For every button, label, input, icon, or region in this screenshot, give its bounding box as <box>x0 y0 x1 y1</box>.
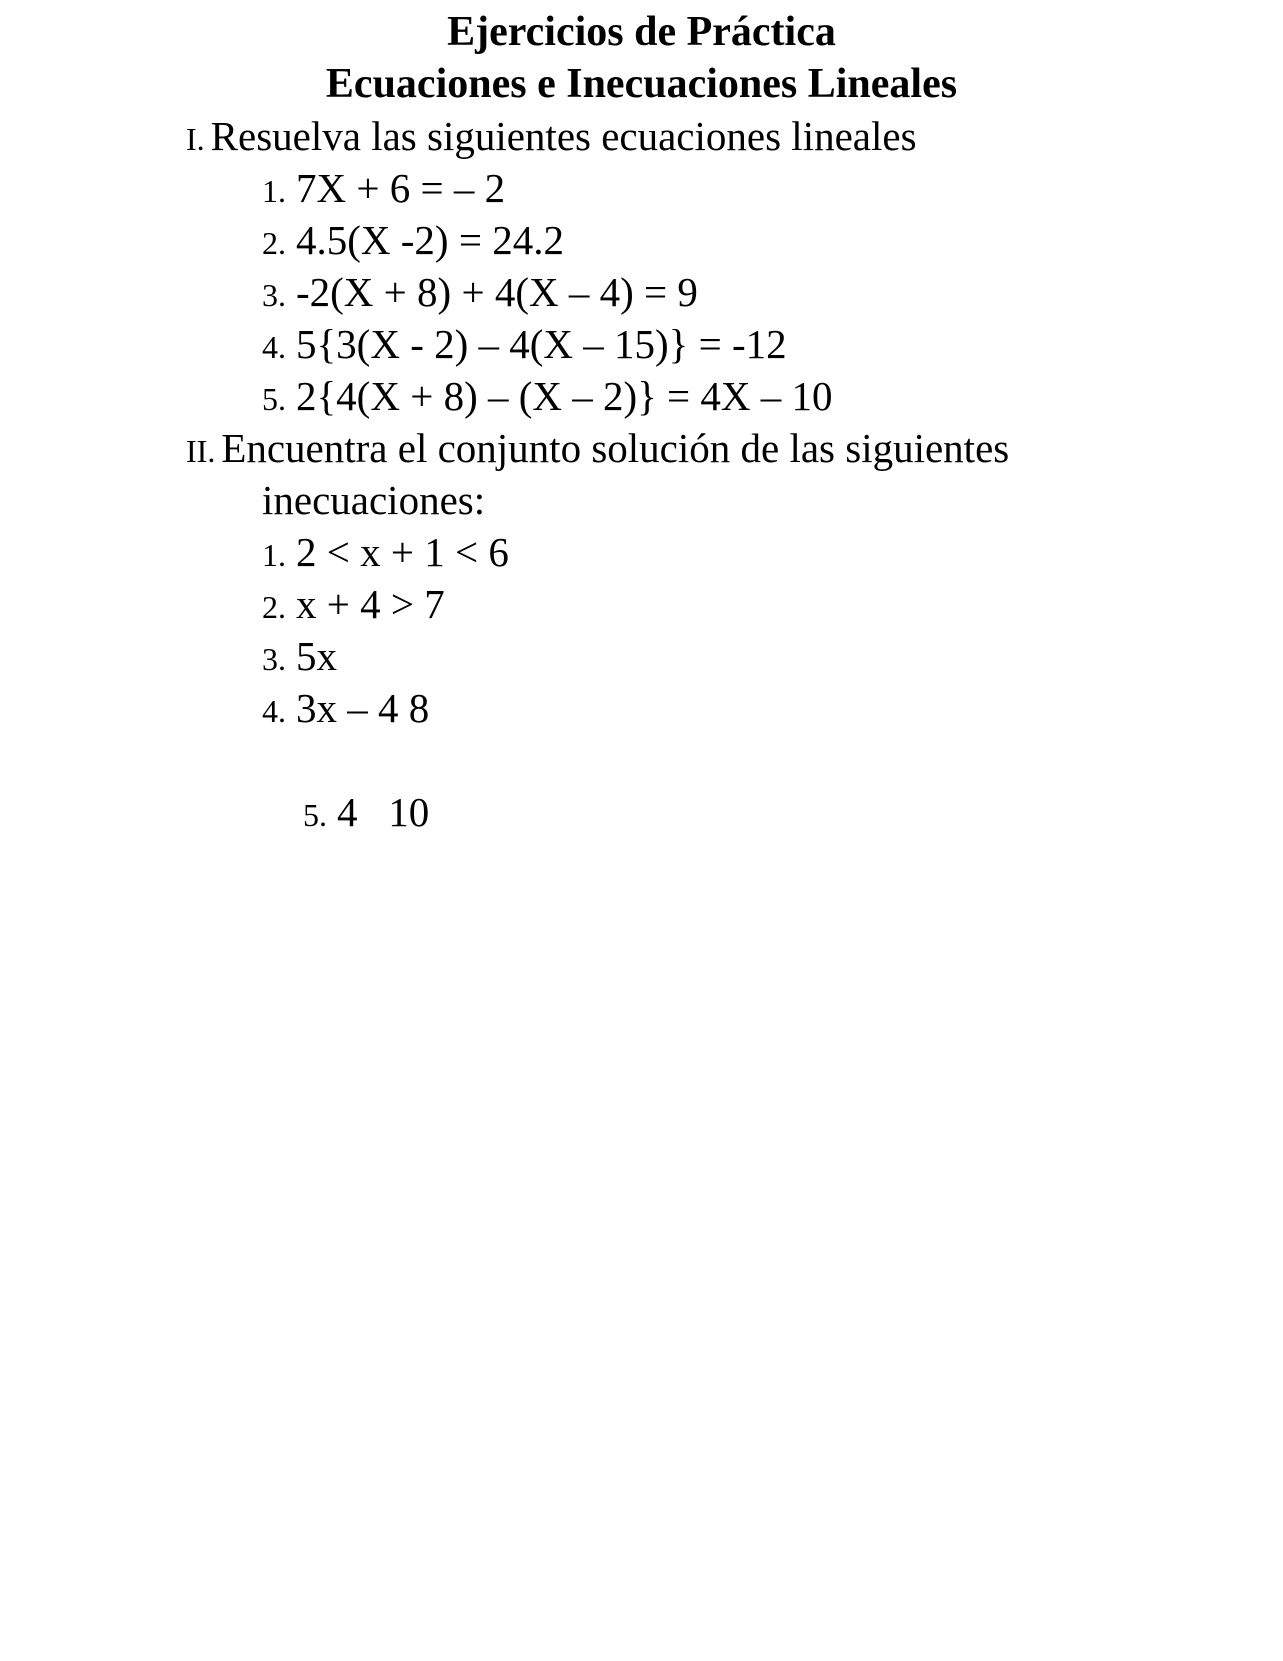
list-item <box>262 318 787 373</box>
item-number: 4. <box>262 693 286 729</box>
section-heading-text: Encuentra el conjunto solución de las siguientes <box>221 425 1010 471</box>
list-item <box>262 682 429 737</box>
item-number: 1. <box>262 173 286 209</box>
list-item <box>262 162 505 217</box>
section-heading <box>186 110 917 165</box>
inequality-text: x + 4 > 7 <box>296 581 445 627</box>
item-number: 2. <box>262 589 286 625</box>
item-number: 4. <box>262 329 286 365</box>
equation-text: 5{3(X - 2) – 4(X – 15)} = -12 <box>296 321 787 367</box>
list-item <box>262 734 429 893</box>
item-number: 3. <box>262 641 286 677</box>
equation-text: 4.5(X -2) = 24.2 <box>296 217 564 263</box>
document-subtitle: Ecuaciones e Inecuaciones Lineales <box>325 61 958 107</box>
section-heading-text: Resuelva las siguientes ecuaciones lineales <box>210 113 917 159</box>
equation-text: -2(X + 8) + 4(X – 4) = 9 <box>296 269 698 315</box>
item-number: 5. <box>262 381 286 417</box>
item-number: 3. <box>262 277 286 313</box>
item-number: 1. <box>262 537 286 573</box>
section-heading-continuation: inecuaciones: <box>262 477 486 523</box>
list-item <box>262 214 564 269</box>
equation-text: 7X + 6 = – 2 <box>296 165 506 211</box>
equation-text: 2{4(X + 8) – (X – 2)} = 4X – 10 <box>296 373 833 419</box>
list-item <box>262 266 698 321</box>
inequality-text: 3x – 4 8 <box>296 685 430 731</box>
section-heading <box>186 422 1009 477</box>
list-item <box>262 526 509 581</box>
inequality-text: 4 10 <box>337 789 430 835</box>
list-item <box>262 630 337 685</box>
section-numeral: II. <box>186 433 216 469</box>
inequality-text: 2 < x + 1 < 6 <box>296 529 509 575</box>
item-number: 2. <box>262 225 286 261</box>
list-item <box>262 370 833 425</box>
item-number: 5. <box>303 797 327 833</box>
section-numeral: I. <box>186 121 205 157</box>
inequality-text: 5x <box>296 633 337 679</box>
document-title: Ejercicios de Práctica <box>447 9 836 55</box>
list-item <box>262 578 445 633</box>
